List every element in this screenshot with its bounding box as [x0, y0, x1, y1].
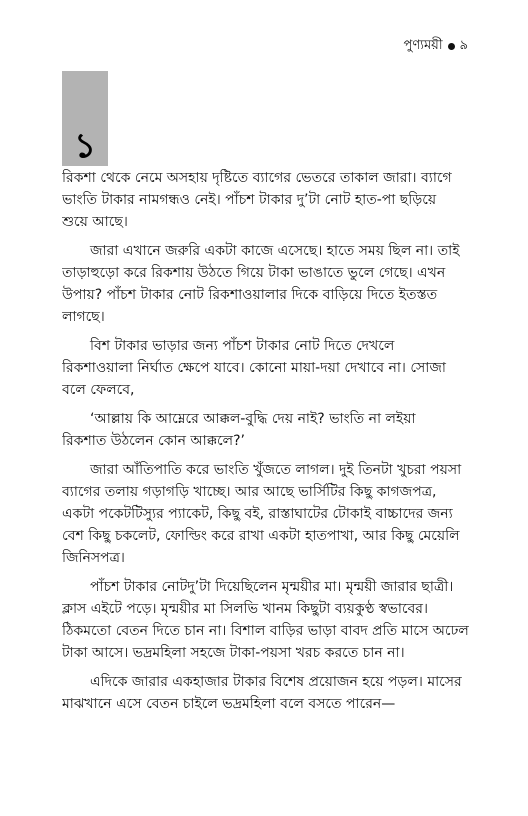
text-line: লাগছে। [62, 309, 105, 325]
body-text [62, 167, 472, 722]
text-line: এদিকে জারার একহাজার টাকার বিশেষ প্রয়োজন হয়ে পড়ল। মাসের [90, 674, 462, 690]
text-line: রিকশাত উঠলেন কোন আক্কলে?’ [62, 433, 245, 449]
text-line: শুয়ে আছে। [62, 214, 128, 230]
paragraph [62, 671, 472, 715]
paragraph [62, 240, 472, 328]
chapter-number: ১ [73, 126, 97, 166]
text-line: জিনিসপত্র। [62, 550, 125, 566]
text-line: টাকা আসে। ভদ্রমহিলা সহজে টাকা-পয়সা খরচ করতে চান না। [62, 645, 405, 661]
paragraph [62, 167, 472, 233]
text-line: উপায়? পাঁচশ টাকার নোট রিকশাওয়ালার দিকে বাড়িয়ে দিতে ইতস্তত [62, 287, 438, 303]
text-line: বিশ টাকার ভাড়ার জন্য পাঁচশ টাকার নোট দিতে দেখলে [90, 338, 395, 354]
bullet-dot-icon [448, 43, 455, 50]
running-header [404, 38, 469, 54]
paragraph [62, 459, 472, 569]
text-line: ব্যাগের তলায় গড়াগড়ি খাচ্ছে। আর আছে ভার্সিটির কিছু কাগজপত্র, [62, 484, 437, 500]
paragraph [62, 335, 472, 401]
text-line: তাড়াহুড়ো করে রিকশায় উঠতে গিয়ে টাকা ভাঙাতে ভুলে গেছে। এখন [62, 265, 446, 281]
dialogue-paragraph [62, 408, 472, 452]
book-title: পুণ্যময়ী [403, 38, 443, 53]
text-line: বলে ফেলবে, [62, 382, 135, 398]
text-line: জারা এখানে জরুরি একটা কাজে এসেছে। হাতে সময় ছিল না। তাই [90, 243, 460, 259]
paragraph [62, 576, 472, 664]
text-line: ঠিকমতো বেতন দিতে চান না। বিশাল বাড়ির ভাড়া বাবদ প্রতি মাসে অঢেল [62, 623, 469, 639]
text-line: ক্লাস এইটে পড়ে। মৃন্ময়ীর মা সিলভি খানম কিছুটা ব্যয়কুণ্ঠ স্বভাবের। [62, 601, 429, 617]
text-line: রিকশাওয়ালা নির্ঘাত ক্ষেপে যাবে। কোনো মায়া-দয়া দেখাবে না। সোজা [62, 360, 446, 376]
text-line: জারা আঁতিপাতি করে ভাংতি খুঁজতে লাগল। দুই তিনটা খুচরা পয়সা [90, 462, 462, 478]
text-line: ভাংতি টাকার নামগন্ধও নেই। পাঁচশ টাকার দু’টা নোট হাত-পা ছড়িয়ে [62, 192, 437, 208]
text-line: পাঁচশ টাকার নোটদু’টা দিয়েছিলেন মৃন্ময়ীর মা। মৃন্ময়ী জারার ছাত্রী। [90, 579, 454, 595]
text-line: বেশ কিছু চকলেট, ফোল্ডিং করে রাখা একটা হাতপাখা, আর কিছু মেয়েলি [62, 528, 460, 544]
text-line: রিকশা থেকে নেমে অসহায় দৃষ্টিতে ব্যাগের ভেতরে তাকাল জারা। ব্যাগে [62, 170, 452, 186]
page-number: ৯ [459, 38, 468, 53]
text-line: একটা পকেটটিস্যুর প্যাকেট, কিছু বই, রাস্তাঘাটের টোকাই বাচ্চাদের জন্য [62, 506, 453, 522]
text-line: ‘আল্লায় কি আম্নেরে আক্কল-বুদ্ধি দেয় নাই? ভাংতি না লইয়া [90, 411, 416, 427]
text-line: মাঝখানে এসে বেতন চাইলে ভদ্রমহিলা বলে বসতে পারেন— [62, 696, 396, 712]
